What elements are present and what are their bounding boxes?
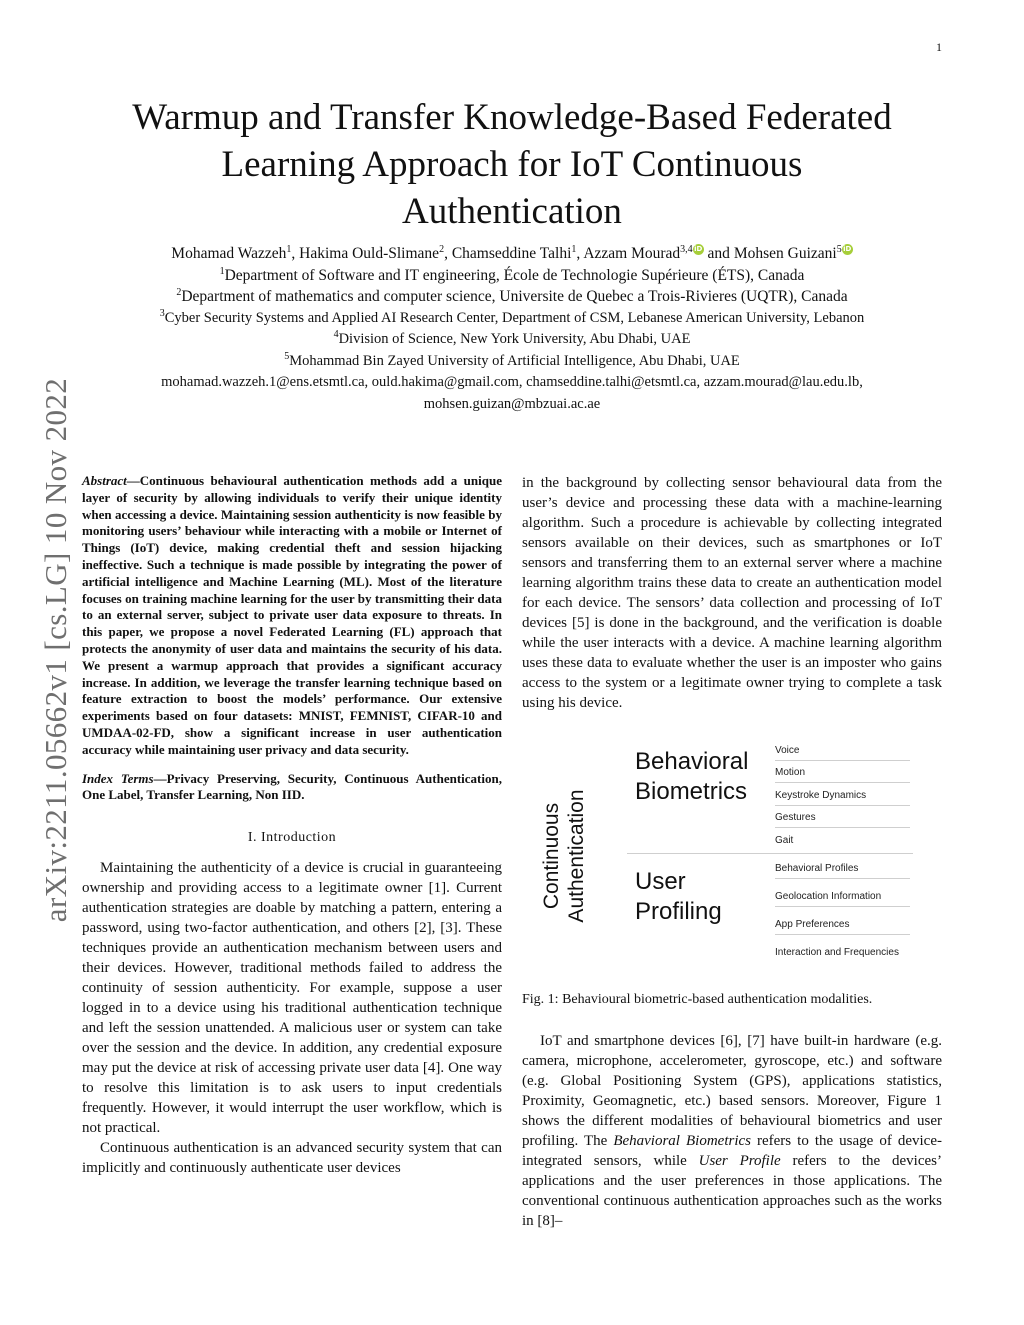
modality-item: Keystroke Dynamics [775,790,910,806]
title-line-3: Authentication [402,191,622,232]
affiliation-text: Division of Science, New York University, Abu Dhabi, UAE [338,331,691,347]
author-affiliation-index: 1 [571,243,577,255]
emails-line-2: mohsen.guizan@mbzuai.ac.ae [423,395,601,412]
modality-item: Interaction and Frequencies [775,947,899,958]
right-column-body-after-figure [522,1031,942,1231]
category-label-line: Behavioral [635,748,749,775]
figure-rotated-label [539,736,589,976]
affiliation-text: Department of mathematics and computer science, Universite de Quebec a Trois-Rivieres (UQTR), Canada [181,288,848,305]
figure-category-user-profiling [635,867,722,927]
figure-1-diagram [522,741,942,977]
affiliation-1 [60,265,964,287]
author-name: Azzam Mourad [583,245,681,262]
affiliation-5 [60,351,964,373]
category-label-line: User [635,868,686,895]
abstract-text: Continuous behavioural authentication methods add a unique layer of security by allowing individuals to verify their unique identity when accessing a device. Maintaining session authenticity is now feasible by monitoring users’ behaviour while interacting with a mobile or Internet of Things (IoT) device, making credential theft and session hijacking ineffective. Such a technique is made possible by integrating the power of artificial intelligence and Machine Learning (ML). Most of the literature focuses on training machine learning for the user by transmitting their data to an external server, subject to private user data exposure to threats. In this paper, we propose a novel Federated Learning (FL) approach that protects the anonymity of user data and maintains the security of his data. We present a warmup approach that provides a significant accuracy increase. In addition, we leverage the transfer learning technique based on feature extraction to boost the models’ performance. Our extensive experiments based on four datasets: MNIST, FEMNIST, CIFAR-10 and UMDAA-02-FD, show a significant increase in user authentication accuracy while maintaining user privacy and data security. [82,473,502,757]
orcid-icon[interactable]: iD [843,244,852,253]
affiliation-index: 1 [219,265,225,277]
author-name: Mohamad Wazzeh [171,245,287,262]
affiliation-text: Mohammad Bin Zayed University of Artificial Intelligence, Abu Dhabi, UAE [289,352,740,369]
affiliation-text: Department of Software and IT engineering, École de Technologie Supérieure (ÉTS), Canada [224,266,805,284]
author-affiliation-index: 1 [286,243,292,255]
affiliation-index: 3 [159,307,165,319]
category-label-line: Profiling [635,898,722,925]
index-terms-text: Privacy Preserving, Security, Continuous Authentication, One Label, Transfer Learning, Non IID. [82,770,502,803]
paragraph-emphasis: User Profile [698,1153,781,1169]
authors-and-affiliations [60,243,964,415]
author-affiliation-index: 5 [836,243,842,255]
introduction-paragraph-2: Continuous authentication is an advanced security system that can implicitly and continuously authenticate user devices [82,1140,502,1177]
modality-item: Motion [775,767,910,783]
affiliation-index: 5 [284,350,290,362]
left-column [82,473,502,1178]
author-affiliation-index: 3,4 [680,243,693,255]
introduction-paragraph-1: Maintaining the authenticity of a device is crucial in guaranteeing ownership and providing access to a legitimate owner [1]. Current authentication strategies are doable by matching a pattern, entering a password, using two-factor authentication, and others [2], [3]. These techniques provide an authentication mechanism between users and their devices. However, traditional methods failed to address the continuity of session authenticity. For example, suppose a user logged in to a device using his traditional authentication technique and left the session unattended. A malicious user or system can take over the session and the device. In addition, any credential exposure may put the device at risk of accessing private user data [4]. One way to resolve this limitation is to ask users to input credentials frequently. However, it would interrupt the user workflow, which is not practical. [82,860,502,1137]
author-affiliation-index: 2 [439,243,445,255]
affiliation-index: 4 [333,329,339,341]
paper-title [60,94,964,235]
modality-item: Voice [775,745,910,761]
category-label-line: Biometrics [635,778,748,805]
rotated-label-line: Authentication [565,789,588,923]
modality-item: App Preferences [775,919,910,935]
modality-item: Geolocation Information [775,891,910,907]
title-line-1: Warmup and Transfer Knowledge-Based Federated [132,97,892,138]
introduction-paragraph-continued: in the background by collecting sensor behavioural data from the user’s device and processing these data with a machine-learning algorithm. Such a procedure is achievable by collecting integrated sensors available on their devices, such as smartphones or IoT sensors and transferring them to an external server where a machine learning algorithm trains these data to create an authentication model for each device. The sensors’ data collection and processing of IoT devices [5] is done in the background, and the verification is doable while the user interacts with a device. A machine learning algorithm uses these data to evaluate whether the user is an imposter who gains access to the system or a legitimate owner trying to complete a task using his device. [522,475,942,711]
figure-category-behavioral-biometrics [635,747,748,807]
author-name: Mohsen Guizani [733,245,837,262]
arxiv-identifier-stamp: arXiv:2211.05662v1 [cs.LG] 10 Nov 2022 [38,377,73,923]
right-column [522,473,942,1231]
figure-category-divider [627,853,913,854]
author-and: and [703,245,734,262]
right-column-body [522,473,942,713]
author-separator: , [444,245,452,262]
affiliation-3 [60,308,964,330]
modality-item: Gait [775,835,794,846]
author-separator: , [576,245,584,262]
affiliation-text: Cyber Security Systems and Applied AI Research Center, Department of CSM, Lebanese American University, Lebanon [164,309,865,326]
figure-1-caption: Fig. 1: Behavioural biometric-based authentication modalities. [522,992,873,1007]
index-terms [82,771,502,805]
author-name: Chamseddine Talhi [451,245,572,262]
paragraph-text: refers to the devices’ applications and the user preferences in those applications. The conventional continuous authentication approaches such as the works in [8]– [522,1153,942,1229]
index-terms-dash: — [153,770,167,786]
paragraph-text: IoT and smartphone devices [6], [7] have built-in hardware (e.g. camera, microphone, accelerometer, gyroscope, etc.) and software (e.g. Global Positioning System (GPS), applications statistics, Proximity, Geomagnetic, etc.) based sensors. Moreover, Figure 1 shows the different modalities of behavioural biometrics and user profiling. The [522,1033,942,1149]
abstract-label: Abstract [82,473,127,488]
affiliation-index: 2 [176,286,182,298]
page-number: 1 [936,40,942,54]
author-list [60,243,964,265]
affiliation-2 [60,286,964,308]
title-line-2: Learning Approach for IoT Continuous [221,144,803,185]
introduction-paragraph-3 [522,1031,942,1231]
modality-item: Behavioral Profiles [775,863,910,879]
author-separator: , [291,245,300,262]
abstract [82,473,502,759]
affiliation-4 [60,329,964,351]
abstract-dash: — [126,473,140,488]
paragraph-text: refers to the usage of device-integrated sensors, while [522,1133,942,1169]
index-terms-label: Index Terms [82,770,154,786]
modality-item: Gestures [775,812,910,828]
section-heading-introduction: I. Introduction [247,830,337,846]
paragraph-emphasis: Behavioral Biometrics [613,1133,751,1149]
author-name: Hakima Ould-Slimane [299,245,440,262]
orcid-icon[interactable]: iD [694,244,703,253]
emails-line-1: mohamad.wazzeh.1@ens.etsmtl.ca, ould.hakima@gmail.com, chamseddine.talhi@etsmtl.ca, azzam.mourad@lau.edu.lb, [161,374,863,390]
rotated-label-line: Continuous [540,802,563,910]
introduction-body [82,858,502,1178]
